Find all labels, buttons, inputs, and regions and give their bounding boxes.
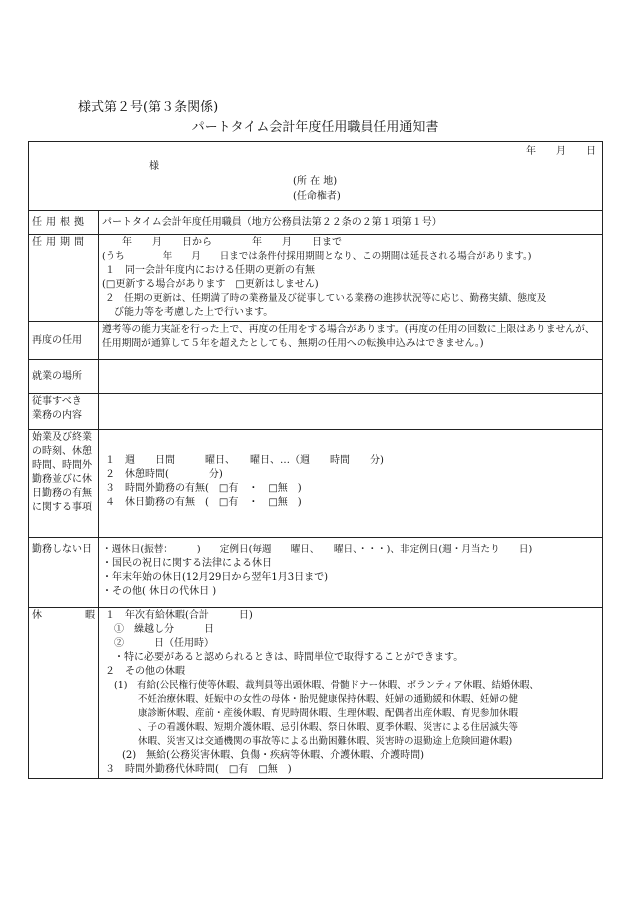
notice-header-row — [29, 142, 603, 211]
period-label-cell — [29, 235, 99, 322]
addressee-honorific: 様 — [149, 161, 159, 172]
basis-label-cell — [29, 211, 99, 235]
leave-line: 、子の看護休暇、短期介護休暇、忌引休暇、祭日休暇、夏季休暇、災害による住居滅失等 — [138, 722, 519, 733]
leave-line: ・特に必要があると認められるときは、時間単位で取得することができます。 — [114, 652, 464, 663]
leave-line: ３ 時間外勤務代休時間( □有 □無 ) — [105, 764, 292, 775]
workplace-label-cell — [29, 360, 99, 394]
form-number: 様式第２号(第３条関係) — [78, 100, 219, 115]
hours-label-line: 日勤務の有無 — [32, 488, 92, 499]
document-title: パートタイム会計年度任用職員任用通知書 — [191, 120, 439, 135]
duties-label-line: 従事すべき — [32, 396, 82, 407]
non-working-days-value-cell — [99, 538, 603, 608]
leave-line: 不妊治療休暇、妊娠中の女性の母体・胎児健康保持休暇、妊婦の通勤緩和休暇、妊婦の健 — [138, 694, 519, 705]
appointer-label: (任命権者) — [293, 191, 341, 202]
leave-line: １ 年次有給休暇(合計 日) — [105, 610, 253, 621]
leave-label — [32, 609, 95, 623]
basis-value-cell — [99, 211, 603, 235]
reappointment-row — [29, 322, 603, 360]
reappointment-text: 遵考等の能力実証を行った上で、再度の任用をする場合があります。(再度の任用の回数に上限はありませんが、任用期間が通算して５年を超えたとしても、無期の任用への転換申込みはできません。) — [102, 324, 595, 349]
appointment-notice-table — [28, 141, 603, 779]
hours-line: ３ 時間外勤務の有無( □有 ・ □無 ) — [105, 483, 302, 494]
non-working-days-line: ・年末年始の休日(12月29日から翌年1月3日まで) — [102, 572, 328, 583]
workplace-label: 就業の場所 — [32, 370, 82, 382]
leave-label-right: 暇 — [85, 610, 95, 621]
hours-line: ２ 休憩時間( 分) — [105, 469, 223, 480]
hours-label-line: の時刻、休憩 — [32, 446, 92, 457]
leave-row — [29, 608, 603, 779]
basis-row — [29, 211, 603, 235]
non-working-days-line: ・その他( 休日の代休日 ) — [102, 586, 217, 597]
non-working-days-line: ・国民の祝日に関する法律による休日 — [102, 558, 272, 569]
hours-label-line: に関する事項 — [32, 502, 92, 513]
reappointment-value-cell — [99, 322, 603, 360]
duties-row — [29, 394, 603, 430]
hours-label-cell — [29, 430, 99, 538]
hours-label-line: 勤務並びに休 — [32, 474, 92, 485]
duties-value-cell — [99, 394, 603, 430]
hours-row — [29, 430, 603, 538]
duties-label-line: 業務の内容 — [32, 410, 82, 421]
hours-label-line: 時間、時間外 — [32, 460, 92, 471]
leave-line: ① 繰越し分 日 — [114, 624, 214, 635]
period-value-cell — [99, 235, 603, 322]
reappointment-label-cell — [29, 322, 99, 360]
hours-line: １ 週 日間 曜日、 曜日、…（週 時間 分) — [105, 455, 384, 466]
non-working-days-label-cell — [29, 538, 99, 608]
period-line: 年 月 日から 年 月 日まで — [102, 237, 342, 248]
basis-text: パートタイム会計年度任用職員（地方公務員法第２２条の２第１項第１号） — [102, 216, 442, 228]
non-working-days-label: 勤務しない日 — [32, 544, 92, 555]
leave-line: (1) 有給(公民権行使等休暇、裁判員等出頭休暇、骨髄ドナー休暇、ボランティア休暇、結婚休暇、 — [114, 680, 539, 691]
leave-label-left: 休 — [32, 610, 42, 621]
period-line: び能力等を考慮した上で行います。 — [114, 307, 274, 318]
hours-value-cell — [99, 430, 603, 538]
leave-value-cell — [99, 608, 603, 779]
leave-line: 休暇、災害又は交通機関の事故等による出勤困難休暇、災害時の退勤途上危険回避休暇) — [138, 736, 513, 747]
period-line: １ 同一会計年度内における任期の更新の有無 — [105, 265, 315, 276]
workplace-value-cell — [99, 360, 603, 394]
appointer-address-label: (所 在 地) — [293, 176, 338, 187]
leave-line: ② 日（任用時） — [114, 638, 214, 649]
reappointment-label: 再度の任用 — [32, 334, 82, 346]
workplace-row — [29, 360, 603, 394]
duties-label-cell — [29, 394, 99, 430]
basis-label: 任用根拠 — [32, 216, 88, 228]
leave-line: ２ その他の休暇 — [105, 666, 185, 677]
issue-date: 年 月 日 — [526, 146, 596, 157]
non-working-days-line: ・週休日(振替： ) 定例日(毎週 曜日、 曜日、・・・)、非定例日(週・月当たり 日) — [102, 544, 533, 555]
period-row — [29, 235, 603, 322]
hours-line: ４ 休日勤務の有無 ( □有 ・ □無 ) — [105, 497, 302, 508]
leave-line: (2) 無給(公務災害休暇、負傷・疾病等休暇、介護休暇、介護時間) — [122, 750, 424, 761]
period-line: ２ 任期の更新は、任期満了時の業務量及び従事している業務の進捗状況等に応じ、勤務実績、態度及 — [105, 293, 547, 304]
period-line: (□更新する場合があります □更新はしません) — [102, 279, 319, 290]
period-label: 任用期間 — [32, 237, 88, 248]
hours-label-line: 始業及び終業 — [32, 432, 92, 443]
period-line: (うち 年 月 日までは条件付採用期間となり、この期間は延長される場合があります。) — [102, 251, 532, 262]
leave-label-cell — [29, 608, 99, 779]
non-working-days-row — [29, 538, 603, 608]
notice-header-cell — [29, 142, 603, 211]
leave-line: 康診断休暇、産前・産後休暇、育児時間休暇、生理休暇、配偶者出産休暇、育児参加休暇 — [138, 708, 519, 719]
